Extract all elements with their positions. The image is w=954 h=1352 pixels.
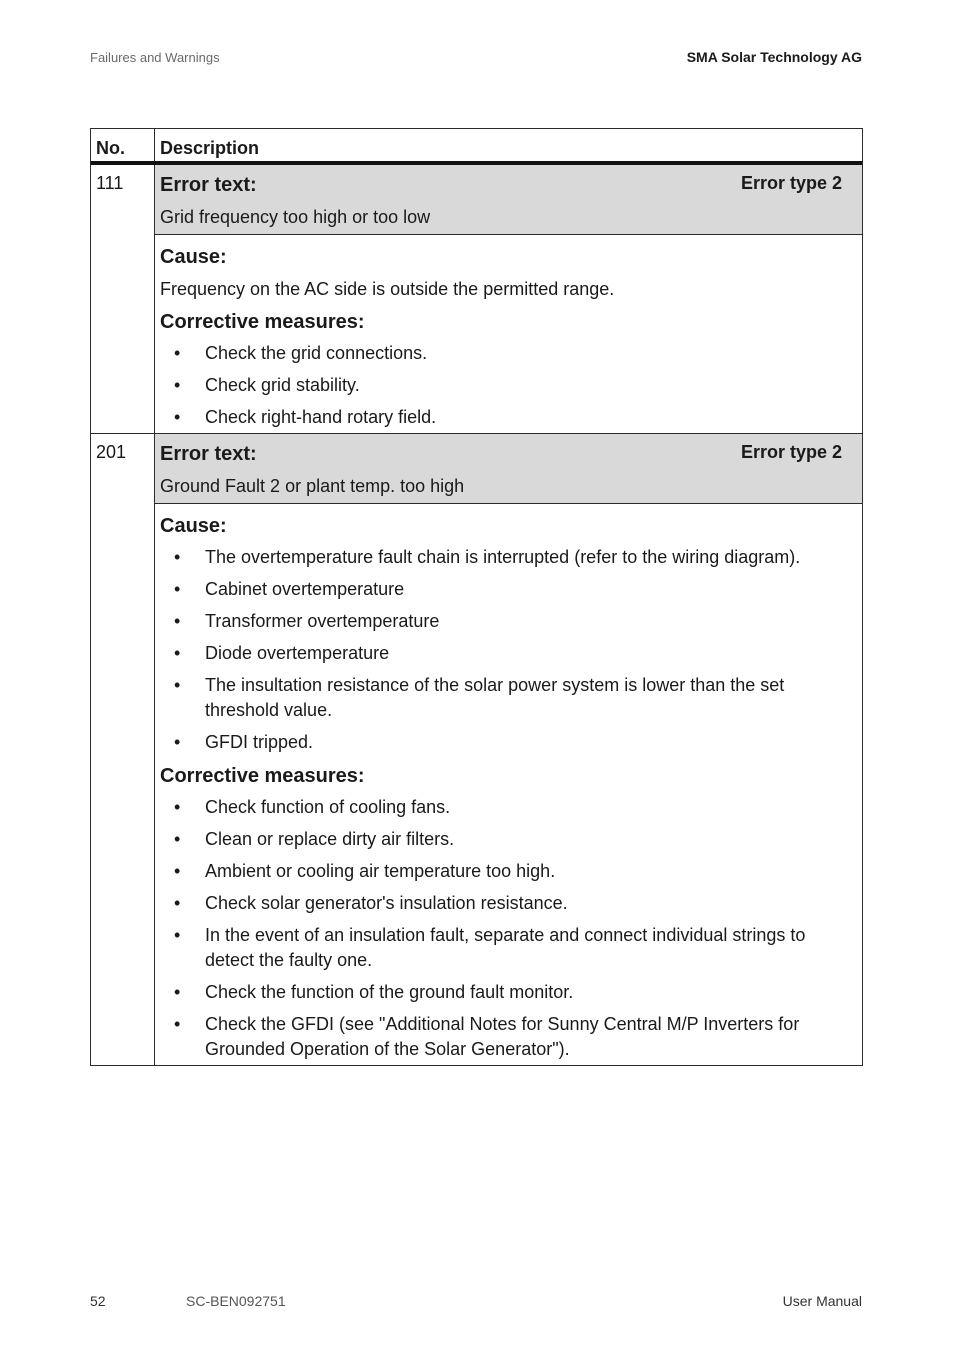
error-number: 201 — [91, 434, 155, 1065]
list-item: • The insultation resistance of the solar power system is lower than the set threshold value. — [160, 673, 854, 723]
list-item: • Check solar generator's insulation resistance. — [160, 891, 854, 916]
list-item: • Check grid stability. — [160, 373, 854, 398]
error-text-block — [155, 165, 862, 235]
error-type-label: Error type 2 — [740, 442, 842, 462]
list-item: • Check right-hand rotary field. — [160, 405, 854, 430]
error-text-value: Ground Fault 2 or plant temp. too high — [160, 476, 465, 496]
error-table — [90, 128, 863, 1066]
measures-list — [160, 795, 854, 1062]
error-text-block — [155, 434, 862, 504]
description-cell — [155, 165, 862, 433]
list-item: • Check function of cooling fans. — [160, 795, 854, 820]
measures-list — [160, 341, 854, 430]
list-item: • Check the grid connections. — [160, 341, 854, 366]
column-header-no: No. — [91, 129, 155, 161]
document-code: SC-BEN092751 — [186, 1293, 286, 1309]
column-header-description: Description — [160, 138, 260, 158]
cause-heading: Cause: — [160, 515, 227, 537]
page-number: 52 — [90, 1293, 106, 1309]
list-item: • In the event of an insulation fault, separate and connect individual strings to detect the faulty one. — [160, 923, 854, 973]
cause-list — [160, 545, 854, 755]
cause-and-measures — [155, 235, 862, 433]
table-header — [91, 129, 862, 165]
document-type: User Manual — [782, 1293, 862, 1309]
list-item: • GFDI tripped. — [160, 730, 854, 755]
cause-and-measures — [155, 504, 862, 1065]
list-item: • The overtemperature fault chain is interrupted (refer to the wiring diagram). — [160, 545, 854, 570]
running-header-company: SMA Solar Technology AG — [686, 49, 862, 65]
list-item: • Check the function of the ground fault monitor. — [160, 980, 854, 1005]
error-text-label: Error text: — [160, 443, 257, 465]
table-row — [91, 165, 862, 434]
cause-text: Frequency on the AC side is outside the permitted range. — [160, 279, 615, 299]
description-cell — [155, 434, 862, 1065]
list-item: • Diode overtemperature — [160, 641, 854, 666]
error-text-label: Error text: — [160, 174, 257, 196]
error-number: 111 — [91, 165, 155, 433]
list-item: • Cabinet overtemperature — [160, 577, 854, 602]
measures-heading: Corrective measures: — [160, 765, 365, 787]
list-item: • Ambient or cooling air temperature too high. — [160, 859, 854, 884]
table-row — [91, 434, 862, 1065]
cause-heading: Cause: — [160, 246, 227, 268]
list-item: • Check the GFDI (see "Additional Notes for Sunny Central M/P Inverters for Grounded Operation of the Solar Generator"). — [160, 1012, 854, 1062]
error-type-label: Error type 2 — [740, 173, 842, 193]
list-item: • Clean or replace dirty air filters. — [160, 827, 854, 852]
list-item: • Transformer overtemperature — [160, 609, 854, 634]
error-text-value: Grid frequency too high or too low — [160, 207, 431, 227]
measures-heading: Corrective measures: — [160, 311, 365, 333]
running-header-section: Failures and Warnings — [90, 50, 220, 65]
